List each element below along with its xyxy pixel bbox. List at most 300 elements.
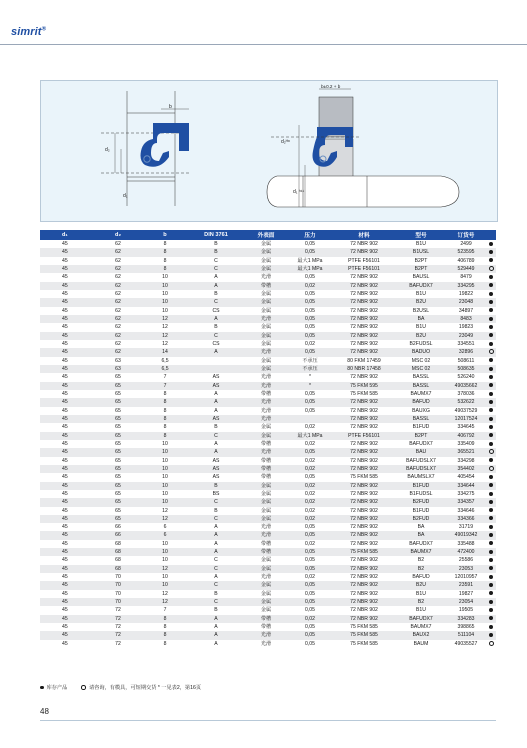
cell-stock <box>486 423 496 431</box>
cell-pressure: 0,02 <box>305 465 315 472</box>
cell-d2: 68 <box>115 557 121 564</box>
stock-dot-icon <box>489 633 493 637</box>
cell-material: 72 NBR 902 <box>350 599 378 606</box>
cell-b: 10 <box>162 457 168 464</box>
cell-stock <box>486 307 496 315</box>
cell-d1: 45 <box>62 599 68 606</box>
cell-d2: 65 <box>115 482 121 489</box>
cell-d1: 45 <box>62 532 68 539</box>
cell-type: BAFUDSLX7 <box>406 457 436 464</box>
cell-d1: 45 <box>62 490 68 497</box>
cell-d2: 63 <box>115 365 121 372</box>
stock-dot-icon <box>489 475 493 479</box>
cell-d1: 45 <box>62 590 68 597</box>
cell-material: 72 NBR 902 <box>350 307 378 314</box>
cell-b: 10 <box>162 582 168 589</box>
cell-d1: 45 <box>62 282 68 289</box>
stock-dot-icon <box>489 367 493 371</box>
cell-pressure: 0,05 <box>305 557 315 564</box>
cell-din: AS <box>212 374 220 381</box>
table-row <box>40 323 496 331</box>
cell-pressure: 0,05 <box>305 299 315 306</box>
cell-type: BAFUDX7 <box>409 440 433 447</box>
dim-d1-h11: d₁ ʰ¹¹ <box>293 189 305 195</box>
cell-d1: 45 <box>62 499 68 506</box>
cell-surface: 金属 <box>260 515 272 522</box>
cell-pressure: 最大1 MPa <box>297 265 323 272</box>
cell-d1: 45 <box>62 390 68 397</box>
table-row <box>40 298 496 306</box>
stock-dot-icon <box>489 333 493 337</box>
cell-din: C <box>214 499 218 506</box>
stock-dot-icon <box>489 308 493 312</box>
cell-surface: 光滑 <box>260 315 272 322</box>
stock-dot-icon <box>489 541 493 545</box>
table-row <box>40 498 496 506</box>
cell-surface: 光滑 <box>260 415 272 422</box>
cell-material: 75 FKM 585 <box>350 624 378 631</box>
table-legend <box>40 684 201 691</box>
cell-order: 31719 <box>458 524 474 531</box>
cell-d1: 45 <box>62 332 68 339</box>
cell-b: 6,5 <box>161 365 169 372</box>
cell-order: 12017524 <box>454 415 478 422</box>
cell-type: B1FUD <box>412 482 430 489</box>
cell-material: 72 NBR 902 <box>350 557 378 564</box>
cell-material: 72 NBR 902 <box>350 249 378 256</box>
cell-stock <box>486 298 496 306</box>
on-request-circle-icon <box>489 449 494 454</box>
cell-order: 334275 <box>457 490 475 497</box>
cell-b: 12 <box>162 515 168 522</box>
cell-surface: 带槽 <box>260 465 272 472</box>
cell-din: A <box>214 540 218 547</box>
logo-mark: ® <box>41 26 47 33</box>
table-row <box>40 548 496 556</box>
cell-surface: 光滑 <box>260 349 272 356</box>
cell-d2: 72 <box>115 640 121 647</box>
cell-material: PTFE F56101 <box>348 432 380 439</box>
cell-order: 334644 <box>457 482 475 489</box>
stock-dot-icon <box>489 533 493 537</box>
cell-order: 19827 <box>458 590 474 597</box>
cell-stock <box>486 273 496 281</box>
cell-type: BAUMX7 <box>410 549 432 556</box>
stock-dot-icon <box>489 575 493 579</box>
dim-b: b <box>169 104 172 110</box>
cell-material: 80 NBR 17458 <box>347 365 381 372</box>
cell-d1: 45 <box>62 324 68 331</box>
page-header <box>0 0 527 48</box>
cell-din: A <box>214 615 218 622</box>
table-row <box>40 423 496 431</box>
cell-order: 23053 <box>458 565 474 572</box>
cell-b: 10 <box>162 299 168 306</box>
table-row <box>40 581 496 589</box>
cell-order: 334357 <box>457 499 475 506</box>
cell-b: 8 <box>163 615 167 622</box>
stock-dot-icon <box>489 258 493 262</box>
stock-dot-icon <box>489 516 493 520</box>
cell-d2: 62 <box>115 307 121 314</box>
cell-din: C <box>214 515 218 522</box>
cell-order: 398865 <box>457 624 475 631</box>
cell-d1: 45 <box>62 515 68 522</box>
cell-stock <box>486 340 496 348</box>
cell-b: 10 <box>162 540 168 547</box>
cell-b: 10 <box>162 482 168 489</box>
cell-d2: 70 <box>115 582 121 589</box>
cell-pressure: 0,02 <box>305 574 315 581</box>
cell-d2: 65 <box>115 415 121 422</box>
cell-material: 80 FKM 17459 <box>347 357 381 364</box>
stock-dot-icon <box>489 625 493 629</box>
stock-dot-icon <box>489 408 493 412</box>
cell-din: CS <box>212 340 220 347</box>
cell-surface: 金属 <box>260 565 272 572</box>
cell-type: B2PT <box>414 265 428 272</box>
cell-pressure: 0,05 <box>305 607 315 614</box>
cell-d1: 45 <box>62 307 68 314</box>
cell-pressure: 0,05 <box>305 241 315 247</box>
cell-pressure: 0,02 <box>305 515 315 522</box>
table-row <box>40 565 496 573</box>
col-pressure-header: 压力 <box>304 233 316 239</box>
on-request-circle-icon <box>81 685 86 690</box>
cell-type: BAUMX7 <box>410 624 432 631</box>
cell-b: 8 <box>163 640 167 647</box>
on-request-circle-icon <box>489 466 494 471</box>
cell-type: BAUXG <box>412 407 430 414</box>
stock-dot-icon <box>489 458 493 462</box>
cell-order: 334645 <box>457 424 475 431</box>
cell-d2: 62 <box>115 290 121 297</box>
cell-pressure: 0,05 <box>305 324 315 331</box>
cell-pressure: 0,05 <box>305 332 315 339</box>
cell-material: 72 NBR 902 <box>350 399 378 406</box>
cell-surface: 光滑 <box>260 640 272 647</box>
cell-order: 49019342 <box>454 532 478 539</box>
stock-dot-icon <box>489 250 493 254</box>
cell-b: 7 <box>163 382 167 389</box>
cell-d2: 62 <box>115 282 121 289</box>
cell-din: A <box>214 440 218 447</box>
cell-pressure: 0,05 <box>305 624 315 631</box>
cell-order: 334295 <box>457 282 475 289</box>
cell-stock <box>486 523 496 531</box>
cell-d1: 45 <box>62 557 68 564</box>
cell-din: C <box>214 432 218 439</box>
cell-type: BAUM <box>413 640 429 647</box>
cell-b: 10 <box>162 440 168 447</box>
cell-surface: 光滑 <box>260 407 272 414</box>
table-row <box>40 415 496 423</box>
cell-pressure: * <box>309 382 311 389</box>
seal-cross-section-drawing <box>41 81 497 221</box>
cell-type: B2 <box>417 599 425 606</box>
cell-d1: 45 <box>62 640 68 647</box>
cell-surface: 金属 <box>260 290 272 297</box>
cell-pressure: 0,05 <box>305 349 315 356</box>
stock-dot-icon <box>489 525 493 529</box>
cell-material: 72 NBR 902 <box>350 415 378 422</box>
cell-din: AS <box>212 457 220 464</box>
cell-type: BAFUDX7 <box>409 615 433 622</box>
cell-d2: 62 <box>115 249 121 256</box>
cell-order: 23049 <box>458 332 474 339</box>
cell-material: 72 NBR 902 <box>350 424 378 431</box>
cell-stock <box>486 548 496 556</box>
cell-order: 354402 <box>457 465 475 472</box>
stock-dot-icon <box>489 442 493 446</box>
cell-din: A <box>214 399 218 406</box>
stock-dot-icon <box>489 483 493 487</box>
cell-material: 72 NBR 902 <box>350 274 378 281</box>
cell-surface: 光滑 <box>260 524 272 531</box>
cell-b: 8 <box>163 632 167 639</box>
cell-surface: 金属 <box>260 332 272 339</box>
cell-surface: 金属 <box>260 482 272 489</box>
cell-stock <box>486 332 496 340</box>
cell-b: 10 <box>162 549 168 556</box>
cell-din: AS <box>212 474 220 481</box>
cell-d2: 65 <box>115 507 121 514</box>
cell-type: BAFUD <box>412 574 430 581</box>
cell-material: 72 NBR 902 <box>350 315 378 322</box>
cell-order: 19823 <box>458 324 474 331</box>
cell-b: 10 <box>162 282 168 289</box>
cell-d2: 72 <box>115 615 121 622</box>
cell-order: 508611 <box>457 357 475 364</box>
cell-surface: 金属 <box>260 299 272 306</box>
cell-pressure: 0,02 <box>305 282 315 289</box>
cell-type: B1U <box>416 607 426 614</box>
footer-divider <box>40 720 496 721</box>
cell-surface: 金属 <box>260 432 272 439</box>
cell-d2: 72 <box>115 624 121 631</box>
cell-type: B2U <box>416 299 426 306</box>
cell-din: CS <box>212 307 220 314</box>
cell-stock <box>486 365 496 373</box>
cell-material: 72 NBR 902 <box>350 482 378 489</box>
cell-type: B1U <box>416 590 426 597</box>
cell-type: BA <box>417 315 425 322</box>
cell-material: 72 NBR 902 <box>350 515 378 522</box>
table-row <box>40 348 496 356</box>
table-row <box>40 440 496 448</box>
cell-stock <box>486 257 496 265</box>
cell-d1: 45 <box>62 607 68 614</box>
cell-d2: 65 <box>115 474 121 481</box>
stock-dot-icon <box>489 583 493 587</box>
cell-din: A <box>214 632 218 639</box>
cell-b: 10 <box>162 307 168 314</box>
cell-type: B1USL <box>412 249 430 256</box>
cell-surface: 光滑 <box>260 374 272 381</box>
cell-b: 8 <box>163 407 167 414</box>
cell-order: 378036 <box>457 390 475 397</box>
cell-pressure: 0,05 <box>305 565 315 572</box>
table-row <box>40 265 496 273</box>
cell-b: 10 <box>162 290 168 297</box>
cell-d2: 63 <box>115 357 121 364</box>
cell-type: B1FUDSL <box>409 490 433 497</box>
cell-type: B1U <box>416 290 426 297</box>
cell-pressure: * <box>309 374 311 381</box>
cell-order: 23054 <box>458 599 474 606</box>
cell-d2: 62 <box>115 299 121 306</box>
cell-d2: 62 <box>115 241 121 247</box>
cell-pressure: 0,02 <box>305 540 315 547</box>
cell-d1: 45 <box>62 399 68 406</box>
cell-type: BAFUD <box>412 399 430 406</box>
on-request-circle-icon <box>489 266 494 271</box>
cell-pressure: 0,05 <box>305 290 315 297</box>
table-row <box>40 615 496 623</box>
logo-text: simrit <box>11 26 42 38</box>
cell-material: 75 FKM 585 <box>350 474 378 481</box>
cell-material: 72 NBR 902 <box>350 332 378 339</box>
cell-b: 10 <box>162 465 168 472</box>
cell-d1: 45 <box>62 365 68 372</box>
cell-order: 8483 <box>460 315 472 322</box>
cell-material: 72 NBR 902 <box>350 532 378 539</box>
cell-d1: 45 <box>62 357 68 364</box>
table-row <box>40 248 496 256</box>
table-row <box>40 606 496 614</box>
cell-d1: 45 <box>62 449 68 456</box>
cell-surface: 金属 <box>260 499 272 506</box>
cell-surface: 光滑 <box>260 574 272 581</box>
cell-d1: 45 <box>62 265 68 272</box>
page-number: 48 <box>40 707 49 716</box>
legend-open-label: 请咨询，有模具，可短期交货 * 一见表2，第16页 <box>88 685 202 691</box>
cell-stock <box>486 440 496 448</box>
table-row <box>40 290 496 298</box>
cell-surface: 带槽 <box>260 540 272 547</box>
cell-stock <box>486 315 496 323</box>
cell-surface: 带槽 <box>260 549 272 556</box>
cell-d2: 65 <box>115 457 121 464</box>
cell-d1: 45 <box>62 257 68 264</box>
table-row <box>40 332 496 340</box>
cell-surface: 光滑 <box>260 532 272 539</box>
cell-type: BAFUDX7 <box>409 282 433 289</box>
right-seal-drawing <box>267 84 459 207</box>
cell-b: 12 <box>162 599 168 606</box>
cell-pressure: 0,05 <box>305 582 315 589</box>
cell-surface: 带槽 <box>260 624 272 631</box>
cell-order: 23048 <box>458 299 474 306</box>
cell-d2: 62 <box>115 349 121 356</box>
cell-stock <box>486 623 496 631</box>
table-row <box>40 432 496 440</box>
cell-b: 10 <box>162 574 168 581</box>
table-row <box>40 465 496 473</box>
cell-surface: 光滑 <box>260 382 272 389</box>
stock-dot-icon <box>489 292 493 296</box>
col-order-header: 订货号 <box>457 233 475 239</box>
cell-d2: 62 <box>115 265 121 272</box>
cell-d2: 66 <box>115 532 121 539</box>
col-type-header: 型号 <box>415 233 427 239</box>
cell-d2: 65 <box>115 499 121 506</box>
table-row <box>40 515 496 523</box>
cell-material: 75 FKM 585 <box>350 632 378 639</box>
cell-pressure: 0,05 <box>305 590 315 597</box>
cell-d2: 70 <box>115 590 121 597</box>
cell-d1: 45 <box>62 340 68 347</box>
cell-material: 72 NBR 902 <box>350 499 378 506</box>
cell-order: 32896 <box>458 349 474 356</box>
cell-type: BAUSL <box>412 274 430 281</box>
table-row <box>40 398 496 406</box>
dim-d1: d₁ <box>123 193 128 199</box>
cell-d1: 45 <box>62 241 68 247</box>
table-row <box>40 523 496 531</box>
cell-order: 335409 <box>457 440 475 447</box>
table-row <box>40 540 496 548</box>
cell-type: B2 <box>417 565 425 572</box>
cell-material: 72 NBR 902 <box>350 465 378 472</box>
cell-pressure: 0,05 <box>305 532 315 539</box>
cell-surface: 金属 <box>260 241 272 247</box>
cell-surface: 金属 <box>260 507 272 514</box>
cell-din: B <box>214 482 218 489</box>
table-row <box>40 382 496 390</box>
cell-b: 10 <box>162 274 168 281</box>
cell-stock <box>486 565 496 573</box>
cell-order: 334366 <box>457 515 475 522</box>
cell-order: 508635 <box>457 365 475 372</box>
cell-pressure: 0,05 <box>305 474 315 481</box>
stock-dot-icon <box>489 242 493 246</box>
cell-material: 75 FKM 585 <box>350 549 378 556</box>
cell-b: 8 <box>163 241 167 247</box>
cell-surface: 金属 <box>260 365 272 372</box>
cell-order: 511104 <box>457 632 475 639</box>
cell-surface: 光滑 <box>260 632 272 639</box>
cell-din: AS <box>212 382 220 389</box>
stock-dot-icon <box>489 566 493 570</box>
cell-surface: 带槽 <box>260 390 272 397</box>
cell-stock <box>486 248 496 256</box>
cell-d1: 45 <box>62 482 68 489</box>
cell-din: B <box>214 607 218 614</box>
cell-order: 8479 <box>460 274 472 281</box>
cell-material: 72 NBR 902 <box>350 340 378 347</box>
cell-din: A <box>214 532 218 539</box>
cell-stock <box>486 515 496 523</box>
cell-type: B1U <box>416 241 426 247</box>
cell-order: 49037529 <box>454 407 478 414</box>
cell-type: B2U <box>416 582 426 589</box>
stock-dot-icon <box>489 417 493 421</box>
cell-stock <box>486 407 496 415</box>
table-row <box>40 257 496 265</box>
stock-dot-icon <box>489 608 493 612</box>
cell-d1: 45 <box>62 615 68 622</box>
col-d2-header: d₂ <box>115 232 121 238</box>
stock-dot-icon <box>489 558 493 562</box>
cell-material: 72 NBR 902 <box>350 241 378 247</box>
table-row <box>40 240 496 248</box>
cell-type: B2USL <box>412 307 430 314</box>
cell-pressure: 0,02 <box>305 615 315 622</box>
stock-dot-icon <box>489 342 493 346</box>
cell-type: BAFUDX7 <box>409 540 433 547</box>
cell-b: 12 <box>162 332 168 339</box>
